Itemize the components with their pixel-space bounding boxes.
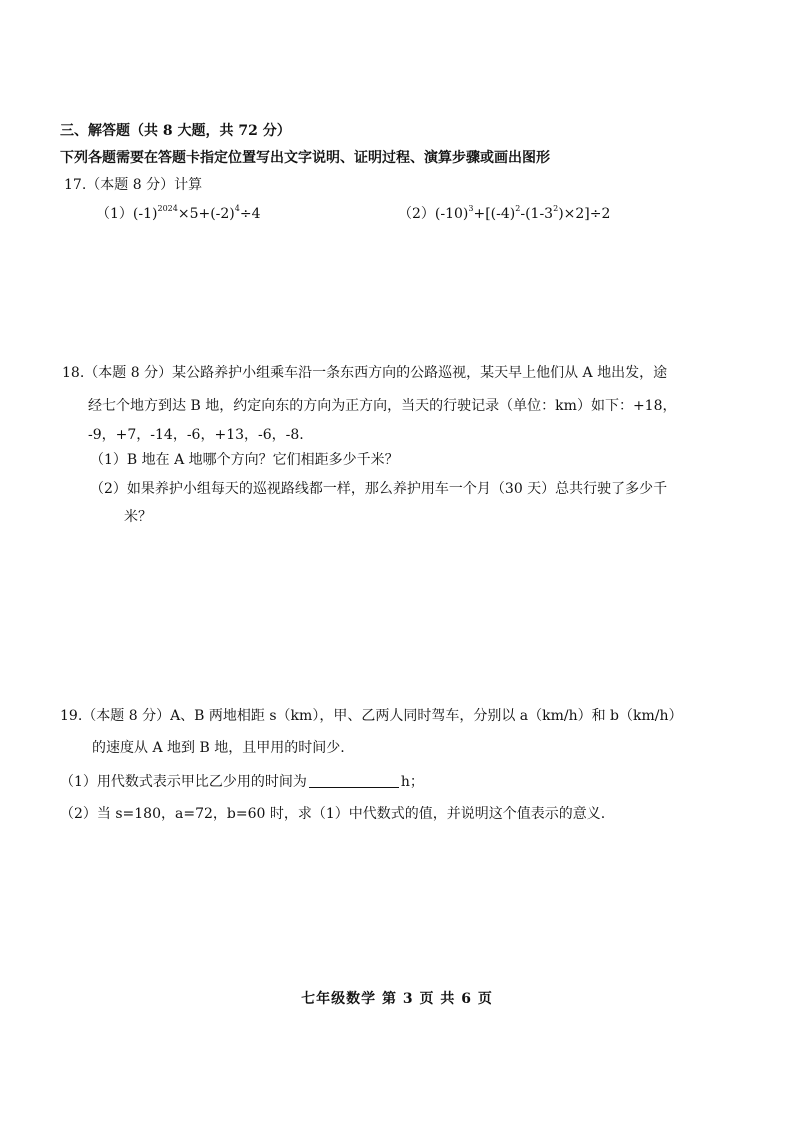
q17-part2-exponent2: 2	[515, 204, 521, 214]
q17-part2-term-a: (-10)	[434, 206, 469, 222]
q18-line1: 18.（本题 8 分）某公路养护小组乘车沿一条东西方向的公路巡视，某天早上他们从 A 地出发，途	[62, 365, 668, 381]
q18-line3: -9，+7，-14，-6，+13，-6，-8.	[88, 427, 304, 443]
q17-part1-exponent: 2024	[157, 204, 178, 214]
q19-subquestion1-unit: h；	[400, 774, 424, 790]
q17-part2-term-d: )×2]÷2	[558, 206, 611, 222]
page-footer: 七年级数学 第 3 页 共 6 页	[301, 991, 493, 1007]
q17-part1-term-b: ×5+(-2)	[177, 206, 235, 222]
q17-part1	[96, 205, 261, 223]
q18-line2: 经七个地方到达 B 地，约定向东的方向为正方向，当天的行驶记录（单位：km）如下：+18，	[88, 398, 677, 414]
q18-subquestion2-cont: 米？	[124, 509, 152, 525]
section-instruction: 下列各题需要在答题卡指定位置写出文字说明、证明过程、演算步骤或画出图形	[60, 150, 550, 166]
q17-part2-term-c: -(1-3	[520, 206, 554, 222]
q18-subquestion2: （2）如果养护小组每天的巡视路线都一样，那么养护用车一个月（30 天）总共行驶了多少千	[90, 481, 668, 497]
q19-line1: 19.（本题 8 分）A、B 两地相距 s（km），甲、乙两人同时驾车，分别以 a（km/h）和 b（km/h）	[60, 708, 683, 724]
q17-part1-exponent2: 4	[234, 204, 240, 214]
q17-part2-term-b: +[(-4)	[473, 206, 516, 222]
q17-part2-exponent3: 2	[553, 204, 559, 214]
answer-blank[interactable]	[309, 773, 399, 788]
q17-title: 17.（本题 8 分）计算	[64, 177, 203, 193]
q17-part2	[398, 205, 610, 223]
q19-subquestion1-text: （1）用代数式表示甲比乙少用的时间为	[60, 774, 307, 790]
q19-subquestion1	[60, 773, 424, 791]
q17-part2-exponent: 3	[468, 204, 474, 214]
q17-part2-label: （2）	[398, 206, 435, 222]
q17-part1-label: （1）	[96, 206, 133, 222]
section-heading: 三、解答题（共 8 大题，共 72 分）	[60, 123, 291, 139]
q17-part1-term-a: (-1)	[132, 206, 158, 222]
q17-part1-term-c: ÷4	[239, 206, 261, 222]
q19-line2: 的速度从 A 地到 B 地，且甲用的时间少.	[92, 740, 345, 756]
q19-subquestion2: （2）当 s=180，a=72，b=60 时，求（1）中代数式的值，并说明这个值表示的意义.	[60, 806, 606, 822]
q18-subquestion1: （1）B 地在 A 地哪个方向？它们相距多少千米？	[90, 452, 399, 468]
